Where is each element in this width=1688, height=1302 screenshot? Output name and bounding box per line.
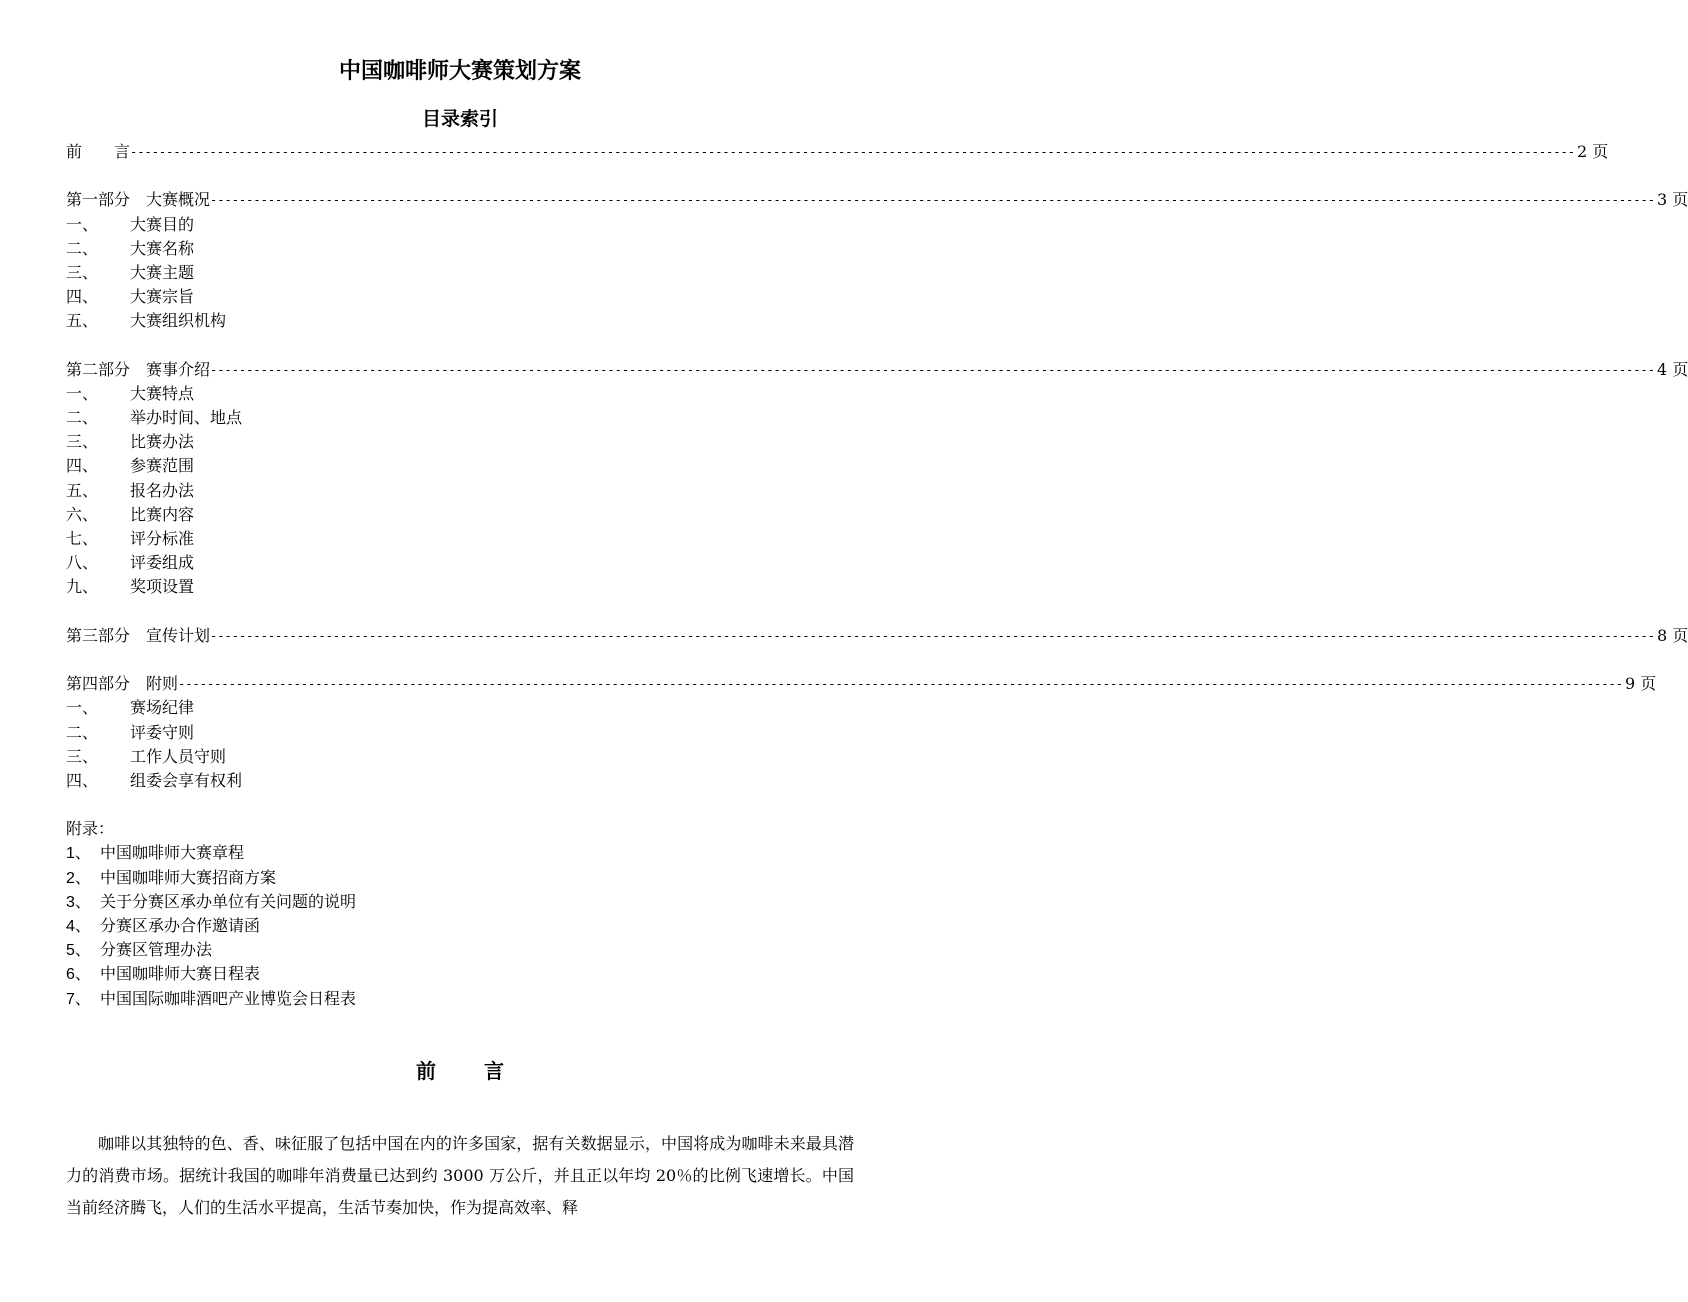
toc-item xyxy=(66,237,854,261)
toc-section-heading xyxy=(66,140,1609,164)
toc-item xyxy=(66,745,854,769)
toc-item-text: 报名办法 xyxy=(130,480,195,500)
toc-item-text: 奖项设置 xyxy=(130,577,195,597)
appendix-item xyxy=(66,962,854,986)
appendix-number: 5、 xyxy=(66,942,91,960)
toc-item xyxy=(66,479,854,503)
spacer xyxy=(66,793,854,817)
toc-item-text: 大赛特点 xyxy=(130,383,195,403)
toc-item-number: 二、 xyxy=(66,722,99,742)
toc-item-number: 二、 xyxy=(66,238,99,258)
toc-item xyxy=(66,382,854,406)
dot-leader: -------------------------------------------------------------------------------------------------------------------------------------------------------------------------------------------------------- xyxy=(130,145,1575,159)
preface-heading: 前 言 xyxy=(416,1059,504,1083)
appendix-item xyxy=(66,866,854,890)
toc-page-number: 4 页 xyxy=(1656,359,1688,379)
appendix-text: 关于分赛区承办单位有关问题的说明 xyxy=(100,891,357,911)
toc-section-label: 第一部分 大赛概况 xyxy=(66,190,211,210)
toc-section-label: 第二部分 赛事介绍 xyxy=(66,359,211,379)
appendix-item xyxy=(66,914,854,938)
toc-item-number: 三、 xyxy=(66,432,99,452)
toc-page-number: 9 页 xyxy=(1624,674,1657,694)
toc-item-number: 四、 xyxy=(66,287,99,307)
spacer xyxy=(66,334,854,358)
toc-page-number: 2 页 xyxy=(1576,142,1609,161)
toc-item xyxy=(66,721,854,745)
toc-section-heading xyxy=(66,188,1688,212)
appendix-text: 中国咖啡师大赛招商方案 xyxy=(100,867,277,887)
toc-section-label: 第四部分 附则 xyxy=(66,674,179,694)
toc-item xyxy=(66,769,854,793)
toc-item-number: 五、 xyxy=(66,480,99,500)
toc-item xyxy=(66,430,854,454)
toc-page-number: 3 页 xyxy=(1656,190,1688,210)
toc-item xyxy=(66,213,854,237)
document-title: 中国咖啡师大赛策划方案 xyxy=(338,59,581,84)
toc-item-text: 评委守则 xyxy=(130,722,195,742)
toc-item xyxy=(66,551,854,575)
toc-item-text: 组委会享有权利 xyxy=(130,770,243,790)
toc-section-label: 第三部分 宣传计划 xyxy=(66,625,211,645)
toc-item-number: 四、 xyxy=(66,770,99,790)
appendix-number: 2、 xyxy=(66,869,91,887)
toc-item-text: 参赛范围 xyxy=(130,456,195,476)
toc-item xyxy=(66,406,854,430)
appendix-item xyxy=(66,890,854,914)
toc-title: 目录索引 xyxy=(421,108,498,130)
toc-item-number: 一、 xyxy=(66,214,99,234)
toc-item-text: 大赛主题 xyxy=(130,262,195,282)
toc-item-text: 工作人员守则 xyxy=(130,746,227,766)
toc-item-text: 大赛目的 xyxy=(130,214,195,234)
appendix-item xyxy=(66,938,854,962)
toc-item-number: 六、 xyxy=(66,504,99,524)
table-of-contents xyxy=(66,140,1688,1011)
toc-item-number: 三、 xyxy=(66,262,99,282)
appendix-item xyxy=(66,841,854,865)
toc-item xyxy=(66,503,854,527)
toc-section-heading xyxy=(66,358,1688,382)
toc-item-text: 大赛组织机构 xyxy=(130,311,227,331)
appendix-text: 分赛区管理办法 xyxy=(100,940,213,960)
appendix-text: 分赛区承办合作邀请函 xyxy=(100,916,261,935)
toc-item-text: 大赛名称 xyxy=(130,238,195,258)
toc-item xyxy=(66,261,854,285)
toc-item-text: 比赛内容 xyxy=(130,504,195,524)
toc-item xyxy=(66,309,854,333)
toc-item xyxy=(66,285,854,309)
toc-item-number: 一、 xyxy=(66,383,99,403)
toc-item-number: 三、 xyxy=(66,746,99,766)
toc-item-number: 九、 xyxy=(66,577,99,597)
toc-item-number: 一、 xyxy=(66,698,99,718)
appendix-text: 中国咖啡师大赛章程 xyxy=(100,843,245,863)
toc-item-text: 举办时间、地点 xyxy=(130,408,243,428)
spacer xyxy=(66,648,854,672)
appendix-item xyxy=(66,987,854,1011)
toc-section-label: 前 言 xyxy=(66,142,131,161)
toc-item-text: 比赛办法 xyxy=(130,432,195,452)
toc-item xyxy=(66,696,854,720)
appendix-text: 中国国际咖啡酒吧产业博览会日程表 xyxy=(100,988,357,1008)
toc-section-heading xyxy=(66,624,1688,648)
appendix-number: 3、 xyxy=(66,893,91,911)
toc-item-number: 五、 xyxy=(66,311,99,331)
appendix-number: 1、 xyxy=(66,845,91,863)
toc-item-number: 八、 xyxy=(66,553,99,573)
toc-item-number: 四、 xyxy=(66,456,99,476)
appendix-label: 附录： xyxy=(66,819,115,839)
spacer xyxy=(66,600,854,624)
appendix-text: 中国咖啡师大赛日程表 xyxy=(100,964,261,984)
toc-item-text: 大赛宗旨 xyxy=(130,287,195,307)
appendix-number: 6、 xyxy=(66,966,91,984)
preface-paragraph: 咖啡以其独特的色、香、味征服了包括中国在内的许多国家，据有关数据显示，中国将成为咖啡未来最具潜力的消费市场。据统计我国的咖啡年消费量已达到约 3000 万公斤，并且正以年均 20％的比例飞速增长。中国当前经济腾飞，人们的生活水平提高，生活节奏加快，作为提高效率、释 xyxy=(66,1134,854,1217)
dot-leader: -------------------------------------------------------------------------------------------------------------------------------------------------------------------------------------------------------- xyxy=(178,677,1623,692)
toc-item xyxy=(66,575,854,599)
toc-item-text: 评委组成 xyxy=(130,553,195,573)
appendix-number: 4、 xyxy=(66,918,91,935)
toc-section-heading xyxy=(66,672,1657,696)
dot-leader: -------------------------------------------------------------------------------------------------------------------------------------------------------------------------------------------------------- xyxy=(210,362,1655,377)
toc-item-number: 七、 xyxy=(66,529,99,548)
toc-item-number: 二、 xyxy=(66,408,99,428)
toc-page-number: 8 页 xyxy=(1656,625,1688,645)
toc-item-text: 评分标准 xyxy=(130,529,195,548)
dot-leader: -------------------------------------------------------------------------------------------------------------------------------------------------------------------------------------------------------- xyxy=(210,628,1655,643)
spacer xyxy=(66,164,854,188)
toc-item xyxy=(66,527,854,551)
dot-leader: -------------------------------------------------------------------------------------------------------------------------------------------------------------------------------------------------------- xyxy=(210,193,1655,208)
appendix-number: 7、 xyxy=(66,990,91,1008)
toc-item xyxy=(66,454,854,478)
toc-item-text: 赛场纪律 xyxy=(130,698,195,718)
